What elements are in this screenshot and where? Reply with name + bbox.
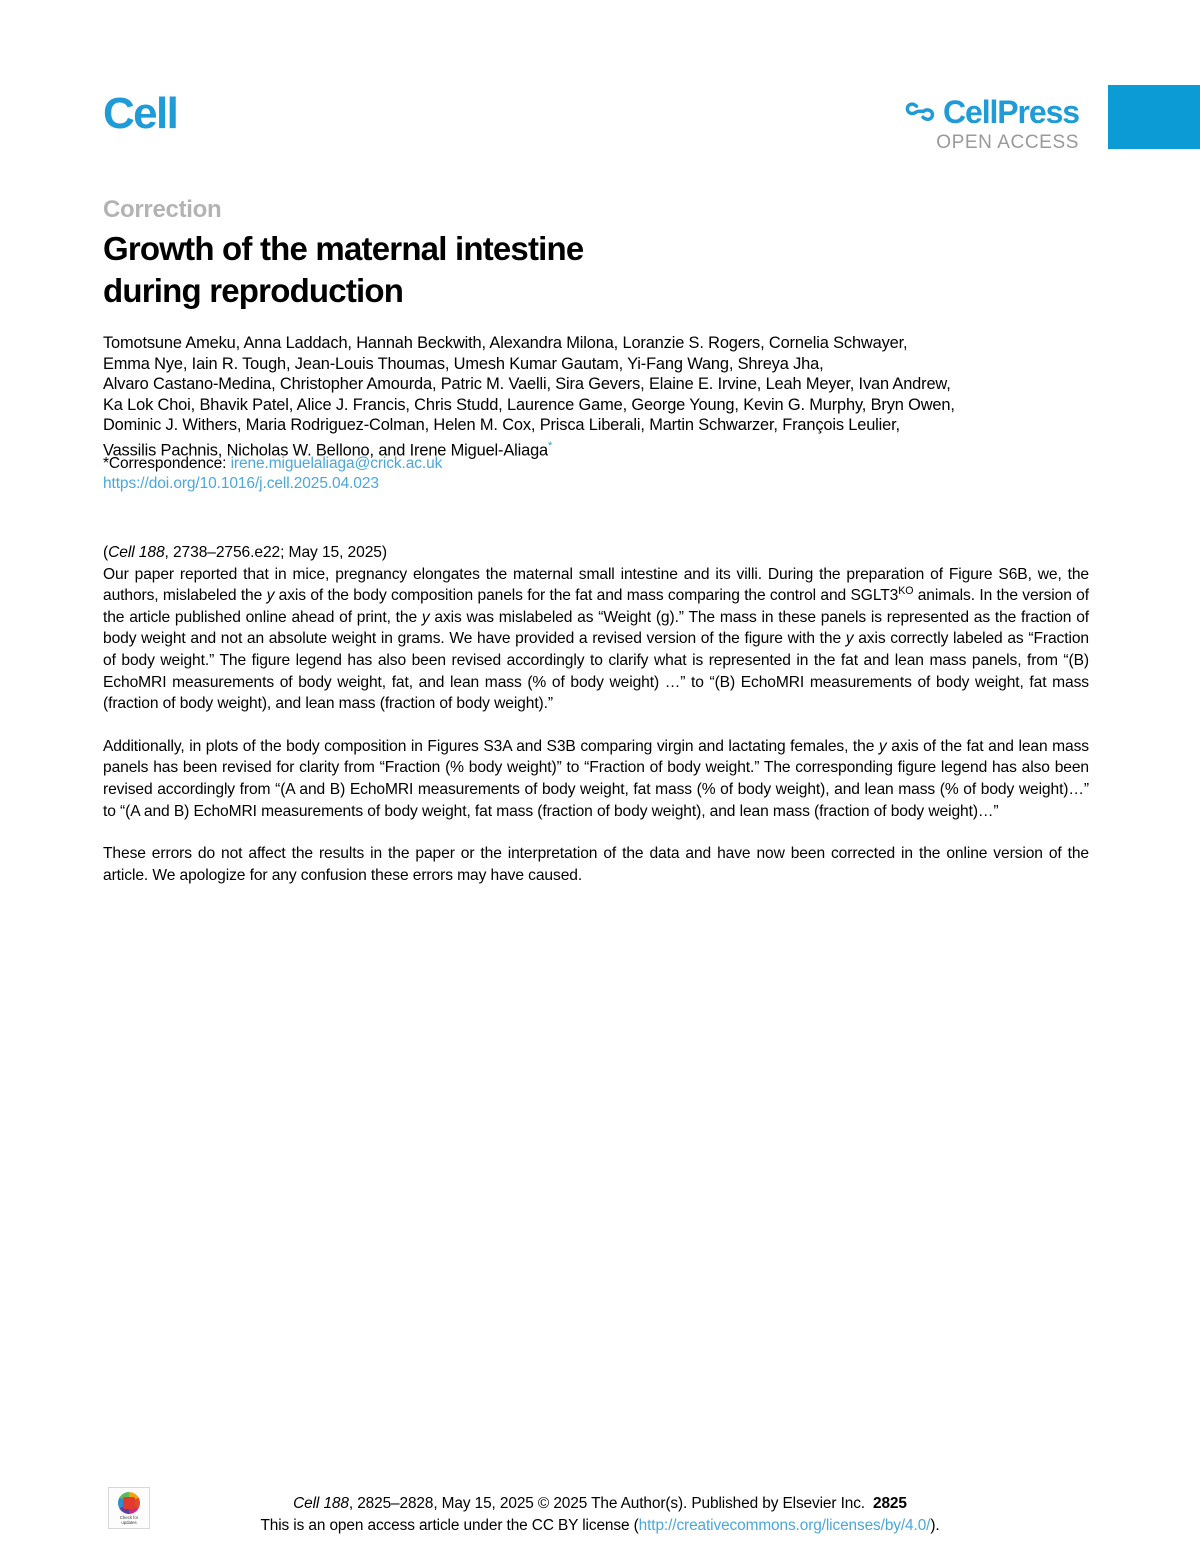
correspondence-email-link[interactable]: irene.miguelaliaga@crick.ac.uk — [230, 455, 443, 472]
title-line-2: during reproduction — [103, 272, 404, 310]
para2-y-axis: y — [878, 737, 887, 755]
license-text-suffix: ). — [930, 1517, 940, 1534]
para1-part-c: animals. In the version of the article published online ahead of print, the — [103, 587, 1089, 626]
masthead — [0, 0, 1200, 168]
correction-paragraph-3: These errors do not affect the results in the paper or the interpretation of the data and have now been corrected in the online version of the article. We apologize for any confusion these errors may have caused. — [103, 845, 1089, 884]
author-list — [103, 333, 1113, 460]
article-body — [103, 542, 1089, 886]
page-number: 2825 — [873, 1495, 907, 1512]
correction-paragraph-1 — [103, 564, 1089, 715]
para1-part-a: Our paper reported that in mice, pregnancy elongates the maternal small intestine and its villi. During the preparation of Figure S6B, we, the authors, mislabeled the — [103, 565, 1089, 605]
footer-license-line — [0, 1515, 1200, 1537]
cc-license-link[interactable]: http://creativecommons.org/licenses/by/4.0/ — [638, 1517, 931, 1534]
cellpress-branding — [905, 96, 1079, 152]
para1-y-axis-3: y — [845, 630, 854, 648]
para1-superscript-ko: KO — [898, 585, 914, 597]
author-line: Alvaro Castano-Medina, Christopher Amourda, Patric M. Vaelli, Sira Gevers, Elaine E. Irvine, Leah Meyer, Ivan Andrew, — [103, 375, 951, 393]
crossmark-label-line-2: updates — [121, 1520, 137, 1525]
author-line: Dominic J. Withers, Maria Rodriguez-Colman, Helen M. Cox, Prisca Liberali, Martin Schwarzer, François Leulier, — [103, 416, 900, 434]
citation-journal: Cell — [108, 544, 135, 561]
crossmark-label-line-1: Check for — [119, 1515, 139, 1520]
open-access-label: OPEN ACCESS — [936, 132, 1079, 153]
citation-rest: , 2738–2756.e22; May 15, 2025) — [164, 544, 387, 561]
article-type-label: Correction — [103, 196, 222, 223]
para1-y-axis-1: y — [266, 587, 275, 605]
cellpress-wordmark: CellPress — [943, 94, 1079, 130]
page-title — [103, 228, 1103, 312]
cellpress-link-icon — [905, 99, 935, 125]
correspondence-line — [103, 454, 442, 474]
footer-citation-rest: , 2825–2828, May 15, 2025 © 2025 The Author(s). Published by Elsevier Inc. — [348, 1495, 865, 1512]
para1-part-d: axis was mislabeled as “Weight (g).” The mass in these panels is represented as the fraction of body weight and not an absolute weight in grams. We have provided a revised version of the figure with the — [103, 608, 1089, 648]
para1-part-b: axis of the body composition panels for the fat and mass comparing the control and SGLT3 — [274, 587, 899, 605]
para1-y-axis-2: y — [421, 608, 430, 626]
original-citation: (Cell 188, 2738–2756.e22; May 15, 2025) — [103, 544, 387, 561]
doi-link[interactable]: https://doi.org/10.1016/j.cell.2025.04.023 — [103, 475, 379, 492]
masthead-blue-block — [1108, 85, 1200, 149]
page-footer — [0, 1493, 1200, 1537]
correspondence-label: *Correspondence: — [103, 455, 227, 472]
correction-paragraph-2 — [103, 736, 1089, 822]
license-text-prefix: This is an open access article under the CC BY license ( — [260, 1517, 639, 1534]
footer-citation-line — [0, 1493, 1200, 1515]
author-line: Ka Lok Choi, Bhavik Patel, Alice J. Francis, Chris Studd, Laurence Game, George Young, Kevin G. Murphy, Bryn Owen, — [103, 395, 955, 414]
article-header — [103, 196, 1103, 312]
author-line: Vassilis Pachnis, Nicholas W. Bellono, and Irene Miguel-Aliaga — [103, 440, 549, 459]
author-line: Tomotsune Ameku, Anna Laddach, Hannah Beckwith, Alexandra Milona, Loranzie S. Rogers, Cornelia Schwayer, — [103, 334, 908, 352]
title-line-1: Growth of the maternal intestine — [103, 229, 584, 267]
corresponding-author-marker: * — [548, 439, 553, 452]
para2-part-b: axis of the fat and lean mass panels has been revised for clarity from “Fraction (% body weight)” to “Fraction of body weight.” The corresponding figure legend has also been revised accordingly from “(A and B) EchoMRI measurements of body weight, fat mass (% of body weight), and lean mass (% of body weight)…” to “(A and B) EchoMRI measurements of body weight, fat mass (fraction of body weight), and lean mass (fraction of body weight)…” — [103, 737, 1089, 820]
doi-line — [103, 474, 379, 494]
footer-volume: 188 — [323, 1495, 349, 1512]
para1-part-e: axis correctly labeled as “Fraction of body weight.” The figure legend has also been revised accordingly to clarify what is represented in the fat and lean mass panels, from “(B) EchoMRI measurements of body weight, fat, and lean mass (% of body weight) …” to “(B) EchoMRI measurements of body weight, fat mass (fraction of body weight), and lean mass (fraction of body weight).” — [103, 630, 1089, 713]
author-line: Emma Nye, Iain R. Tough, Jean-Louis Thoumas, Umesh Kumar Gautam, Yi-Fang Wang, Shreya Jha, — [103, 354, 824, 373]
para2-part-a: Additionally, in plots of the body composition in Figures S3A and S3B comparing virgin and lactating females, the — [103, 737, 879, 755]
citation-volume: 188 — [138, 544, 165, 561]
footer-journal: Cell — [293, 1495, 320, 1512]
cell-journal-logo: Cell — [103, 89, 178, 138]
